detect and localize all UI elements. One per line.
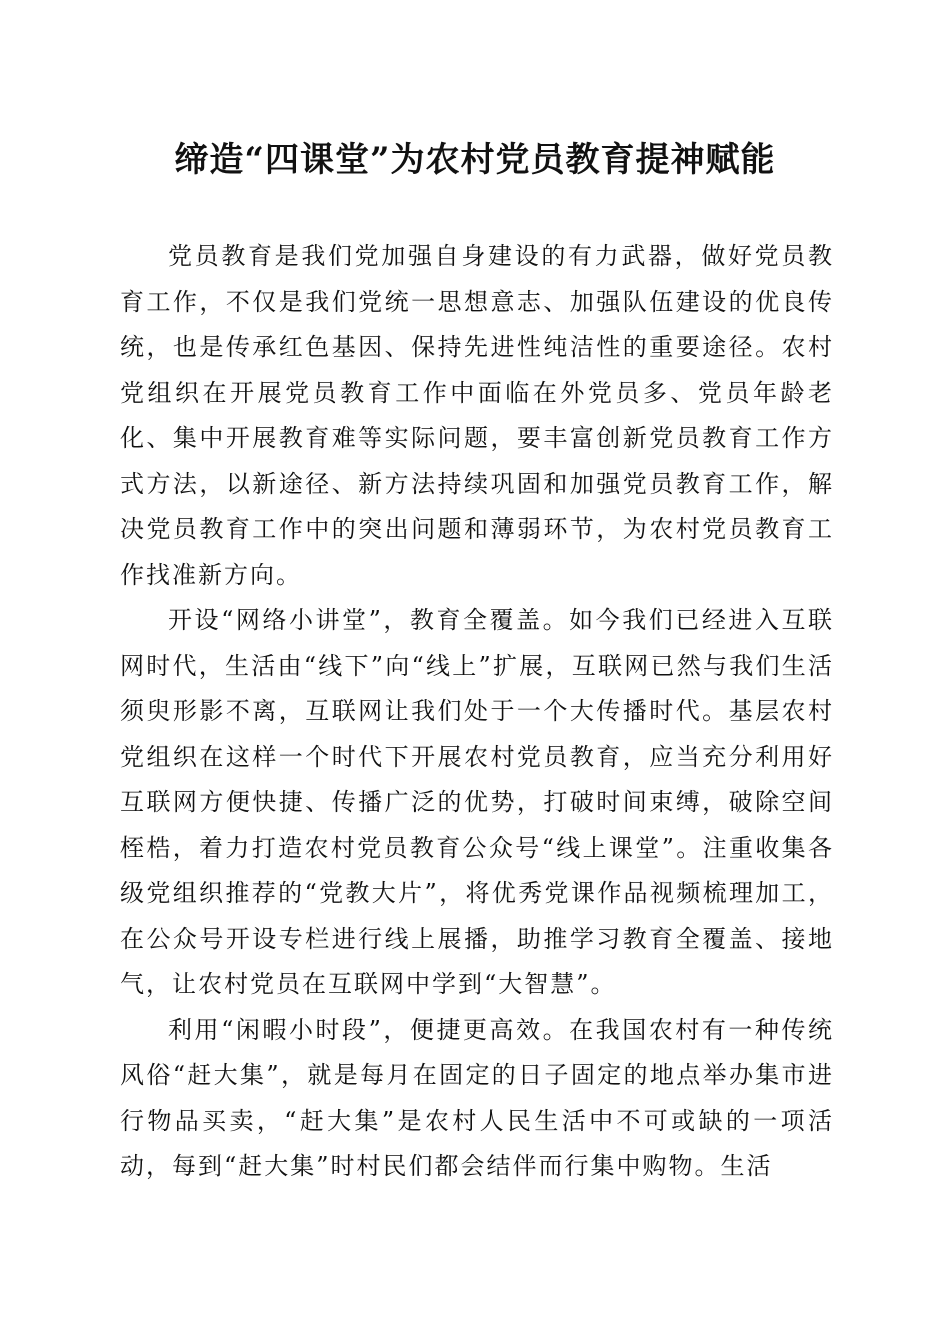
paragraph-intro: 党员教育是我们党加强自身建设的有力武器，做好党员教育工作，不仅是我们党统一思想意志、加强队伍建设的优良传统，也是传承红色基因、保持先进性纯洁性的重要途径。农村党组织在开展党员教育工作中面临在外党员多、党员年龄老化、集中开展教育难等实际问题，要丰富创新党员教育工作方式方法，以新途径、新方法持续巩固和加强党员教育工作，解决党员教育工作中的突出问题和薄弱环节，为农村党员教育工作找准新方向。 <box>120 242 834 589</box>
document-title: 缔造“四课堂”为农村党员教育提神赋能 <box>174 140 776 180</box>
document-body <box>120 234 834 1190</box>
paragraph-network-classroom: 开设“网络小讲堂”，教育全覆盖。如今我们已经进入互联网时代，生活由“线下”向“线上”扩展，互联网已然与我们生活须臾形影不离，互联网让我们处于一个大传播时代。基层农村党组织在这样一个时代下开展农村党员教育，应当充分利用好互联网方便快捷、传播广泛的优势，打破时间束缚，破除空间桎梏，着力打造农村党员教育公众号“线上课堂”。注重收集各级党组织推荐的“党教大片”，将优秀党课作品视频梳理加工，在公众号开设专栏进行线上展播，助推学习教育全覆盖、接地气，让农村党员在互联网中学到“大智慧”。 <box>120 606 834 998</box>
paragraph-leisure-period: 利用“闲暇小时段”，便捷更高效。在我国农村有一种传统风俗“赶大集”，就是每月在固定的日子固定的地点举办集市进行物品买卖，“赶大集”是农村人民生活中不可或缺的一项活动，每到“赶大集”时村民们都会结伴而行集中购物。生活 <box>120 1015 834 1180</box>
